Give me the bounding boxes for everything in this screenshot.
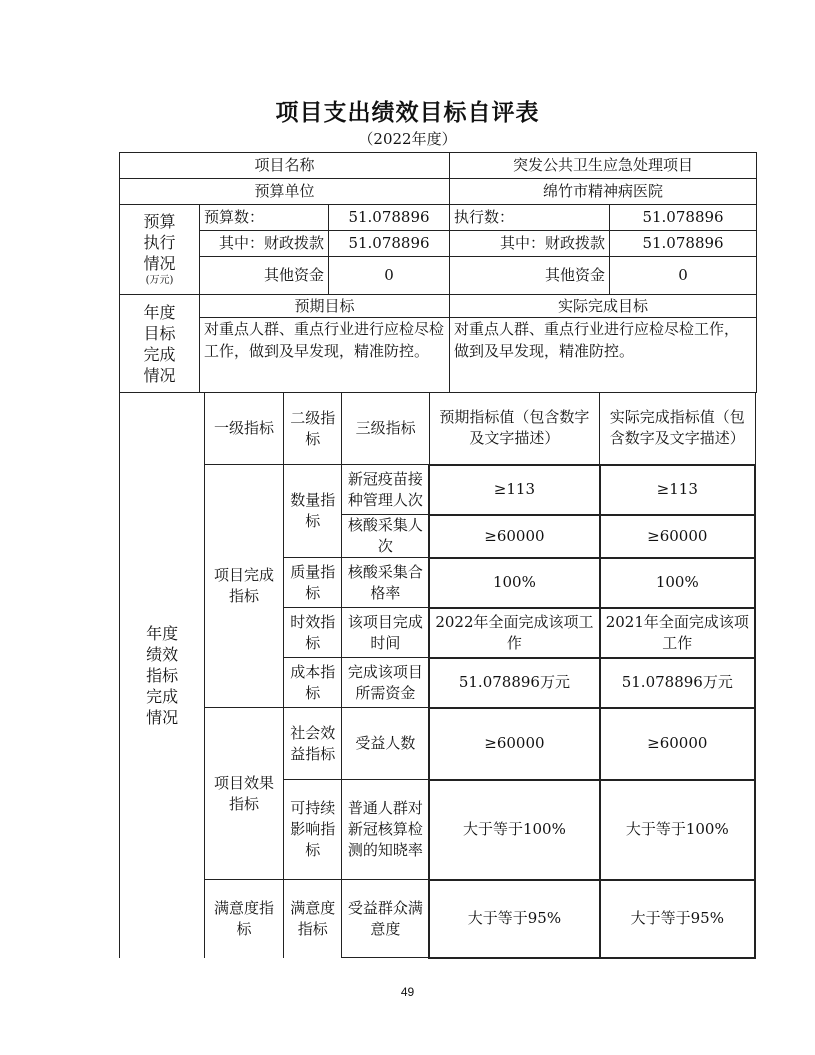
table-row-l3: 核酸采集人次 (342, 515, 429, 558)
table-row-actual: 2021年全面完成该项工作 (600, 608, 755, 658)
level1-completion: 项目完成指标 (205, 465, 284, 708)
table-row-l3: 完成该项目所需资金 (342, 658, 429, 708)
expected-goal-header: 预期目标 (200, 295, 450, 318)
table-row-actual: ≥60000 (600, 708, 755, 780)
page-subtitle: （2022年度） (358, 130, 457, 148)
level2-timeliness: 时效指标 (283, 608, 342, 658)
table-row-l3: 新冠疫苗接种管理人次 (342, 465, 429, 515)
budget-unit-label: 预算单位 (120, 179, 450, 205)
level2-satisfaction: 满意度指标 (283, 880, 342, 958)
table-row-actual: 51.078896万元 (600, 658, 755, 708)
annual-goal-text: 年度目标完成情况 (143, 302, 176, 385)
indicators-label-text: 年度绩效指标完成情况 (146, 623, 179, 727)
table-row-expected: ≥60000 (429, 708, 599, 780)
table-row-expected: 51.078896万元 (429, 658, 599, 708)
header-actual: 实际完成指标值（包含数字及文字描述） (600, 393, 755, 465)
other-exec-label: 其他资金 (450, 257, 610, 295)
execution-amount-label: 执行数： (450, 205, 610, 231)
fiscal-exec-value: 51.078896 (610, 231, 757, 257)
table-row-l3: 受益人数 (342, 708, 429, 780)
execution-amount-value: 51.078896 (610, 205, 757, 231)
fiscal-budget-label: 其中：财政拨款 (200, 231, 329, 257)
table-row-actual: 大于等于100% (600, 780, 755, 880)
table-row-expected: 大于等于100% (429, 780, 599, 880)
budget-execution-label (120, 205, 200, 295)
actual-goal-text: 对重点人群、重点行业进行应检尽检工作，做到及早发现，精准防控。 (450, 318, 757, 393)
fiscal-budget-value: 51.078896 (329, 231, 450, 257)
level1-satisfaction: 满意度指标 (205, 880, 284, 958)
budget-execution-text: 预算执行情况 (143, 212, 176, 273)
level2-quantity: 数量指标 (283, 465, 342, 558)
page-title: 项目支出绩效目标自评表 (275, 100, 540, 126)
header-level2: 二级指标 (283, 393, 342, 465)
other-funds-label: 其他资金 (200, 257, 329, 295)
level2-social-benefit: 社会效益指标 (283, 708, 342, 780)
level2-cost: 成本指标 (283, 658, 342, 708)
table-row-l3: 核酸采集合格率 (342, 558, 429, 608)
level1-effect: 项目效果指标 (205, 708, 284, 880)
indicators-label (120, 393, 205, 958)
budget-amount-label: 预算数： (200, 205, 329, 231)
actual-goal-header: 实际完成目标 (450, 295, 757, 318)
budget-amount-value: 51.078896 (329, 205, 450, 231)
other-exec-value: 0 (610, 257, 757, 295)
table-row-actual: ≥60000 (600, 515, 755, 558)
budget-unit-note: (万元) (145, 275, 174, 286)
table-row-actual: 100% (600, 558, 755, 608)
level2-quality: 质量指标 (283, 558, 342, 608)
table-row-actual: ≥113 (600, 465, 755, 515)
expected-goal-text: 对重点人群、重点行业进行应检尽检工作，做到及早发现，精准防控。 (200, 318, 450, 393)
other-funds-value: 0 (329, 257, 450, 295)
table-row-l3: 受益群众满意度 (342, 880, 429, 958)
header-level3: 三级指标 (342, 393, 429, 465)
header-expected: 预期指标值（包含数字及文字描述） (429, 393, 599, 465)
table-row-l3: 该项目完成时间 (342, 608, 429, 658)
table-row-l3: 普通人群对新冠核算检测的知晓率 (342, 780, 429, 880)
fiscal-exec-label: 其中：财政拨款 (450, 231, 610, 257)
table-row-expected: 100% (429, 558, 599, 608)
budget-unit-value: 绵竹市精神病医院 (450, 179, 757, 205)
page-number: 49 (400, 985, 415, 999)
level2-sustainability: 可持续影响指标 (283, 780, 342, 880)
project-info-table (119, 152, 757, 393)
indicators-table (119, 392, 756, 959)
table-row-expected: ≥60000 (429, 515, 599, 558)
annual-goal-label (120, 295, 200, 393)
project-name-label: 项目名称 (120, 153, 450, 179)
header-level1: 一级指标 (205, 393, 284, 465)
table-row-expected: ≥113 (429, 465, 599, 515)
table-row-expected: 2022年全面完成该项工作 (429, 608, 599, 658)
project-name-value: 突发公共卫生应急处理项目 (450, 153, 757, 179)
table-row-actual: 大于等于95% (600, 880, 755, 958)
table-row-expected: 大于等于95% (429, 880, 599, 958)
